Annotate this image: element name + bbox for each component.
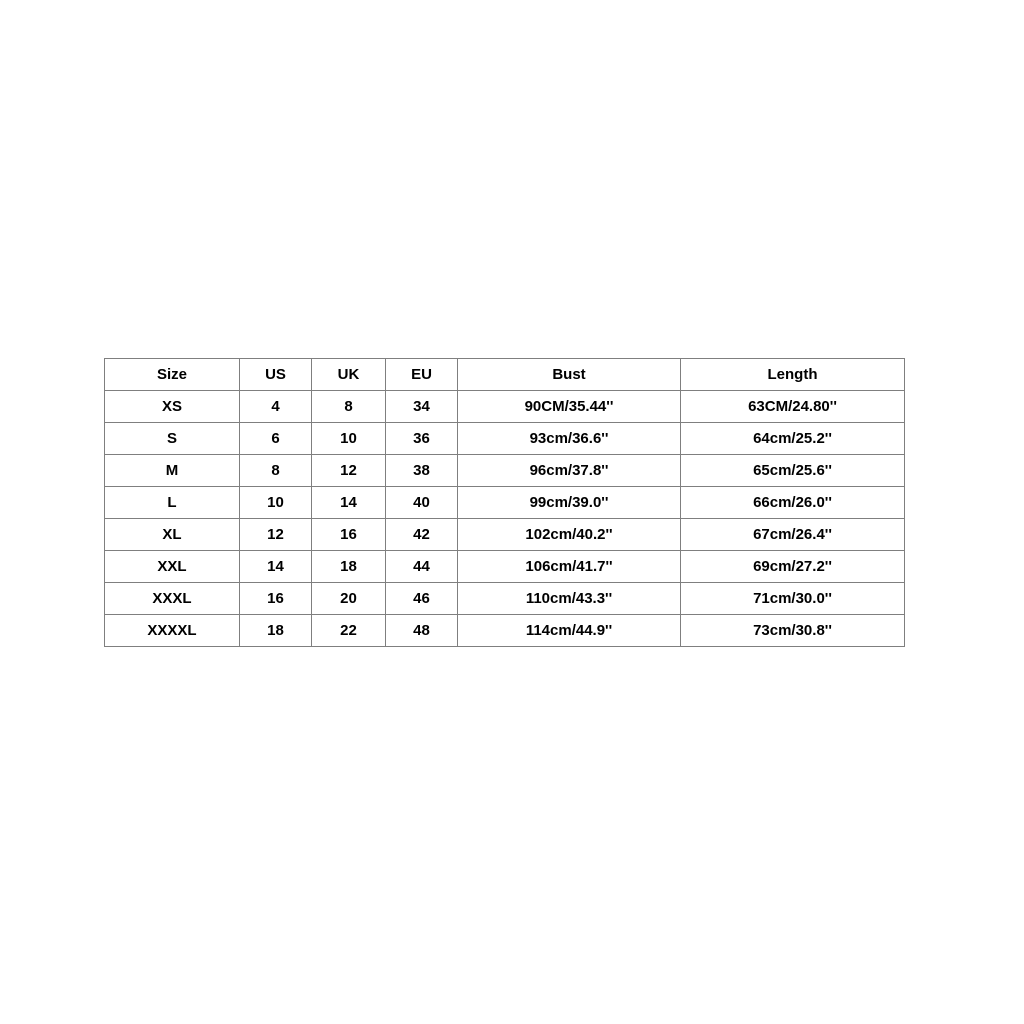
cell-length: 66cm/26.0''	[681, 487, 905, 519]
cell-size: XXXL	[105, 583, 240, 615]
cell-bust: 106cm/41.7''	[458, 551, 681, 583]
cell-bust: 110cm/43.3''	[458, 583, 681, 615]
header-us: US	[240, 359, 312, 391]
cell-length: 64cm/25.2''	[681, 423, 905, 455]
cell-bust: 96cm/37.8''	[458, 455, 681, 487]
cell-uk: 8	[312, 391, 386, 423]
cell-bust: 99cm/39.0''	[458, 487, 681, 519]
cell-eu: 34	[386, 391, 458, 423]
header-length: Length	[681, 359, 905, 391]
table-row	[105, 583, 905, 615]
cell-us: 16	[240, 583, 312, 615]
header-bust: Bust	[458, 359, 681, 391]
cell-length: 69cm/27.2''	[681, 551, 905, 583]
header-uk: UK	[312, 359, 386, 391]
cell-us: 8	[240, 455, 312, 487]
cell-size: M	[105, 455, 240, 487]
cell-eu: 42	[386, 519, 458, 551]
cell-eu: 46	[386, 583, 458, 615]
cell-uk: 12	[312, 455, 386, 487]
cell-size: XXL	[105, 551, 240, 583]
cell-size: L	[105, 487, 240, 519]
cell-length: 63CM/24.80''	[681, 391, 905, 423]
cell-eu: 44	[386, 551, 458, 583]
cell-bust: 90CM/35.44''	[458, 391, 681, 423]
cell-us: 14	[240, 551, 312, 583]
cell-uk: 20	[312, 583, 386, 615]
cell-bust: 102cm/40.2''	[458, 519, 681, 551]
cell-uk: 10	[312, 423, 386, 455]
header-row	[105, 359, 905, 391]
cell-bust: 93cm/36.6''	[458, 423, 681, 455]
cell-us: 10	[240, 487, 312, 519]
table-header	[105, 359, 905, 391]
cell-bust: 114cm/44.9''	[458, 615, 681, 647]
cell-length: 65cm/25.6''	[681, 455, 905, 487]
table-row	[105, 391, 905, 423]
table-body	[105, 391, 905, 647]
cell-size: XXXXL	[105, 615, 240, 647]
cell-uk: 18	[312, 551, 386, 583]
cell-us: 18	[240, 615, 312, 647]
header-size: Size	[105, 359, 240, 391]
cell-eu: 36	[386, 423, 458, 455]
table-row	[105, 519, 905, 551]
cell-eu: 40	[386, 487, 458, 519]
cell-us: 6	[240, 423, 312, 455]
table-row	[105, 615, 905, 647]
cell-eu: 38	[386, 455, 458, 487]
cell-length: 73cm/30.8''	[681, 615, 905, 647]
table-row	[105, 455, 905, 487]
cell-length: 71cm/30.0''	[681, 583, 905, 615]
table-row	[105, 487, 905, 519]
table-row	[105, 551, 905, 583]
cell-eu: 48	[386, 615, 458, 647]
cell-uk: 16	[312, 519, 386, 551]
cell-uk: 22	[312, 615, 386, 647]
cell-us: 12	[240, 519, 312, 551]
cell-uk: 14	[312, 487, 386, 519]
table-row	[105, 423, 905, 455]
size-chart-table	[104, 358, 905, 647]
cell-size: S	[105, 423, 240, 455]
cell-length: 67cm/26.4''	[681, 519, 905, 551]
cell-size: XS	[105, 391, 240, 423]
header-eu: EU	[386, 359, 458, 391]
cell-us: 4	[240, 391, 312, 423]
cell-size: XL	[105, 519, 240, 551]
